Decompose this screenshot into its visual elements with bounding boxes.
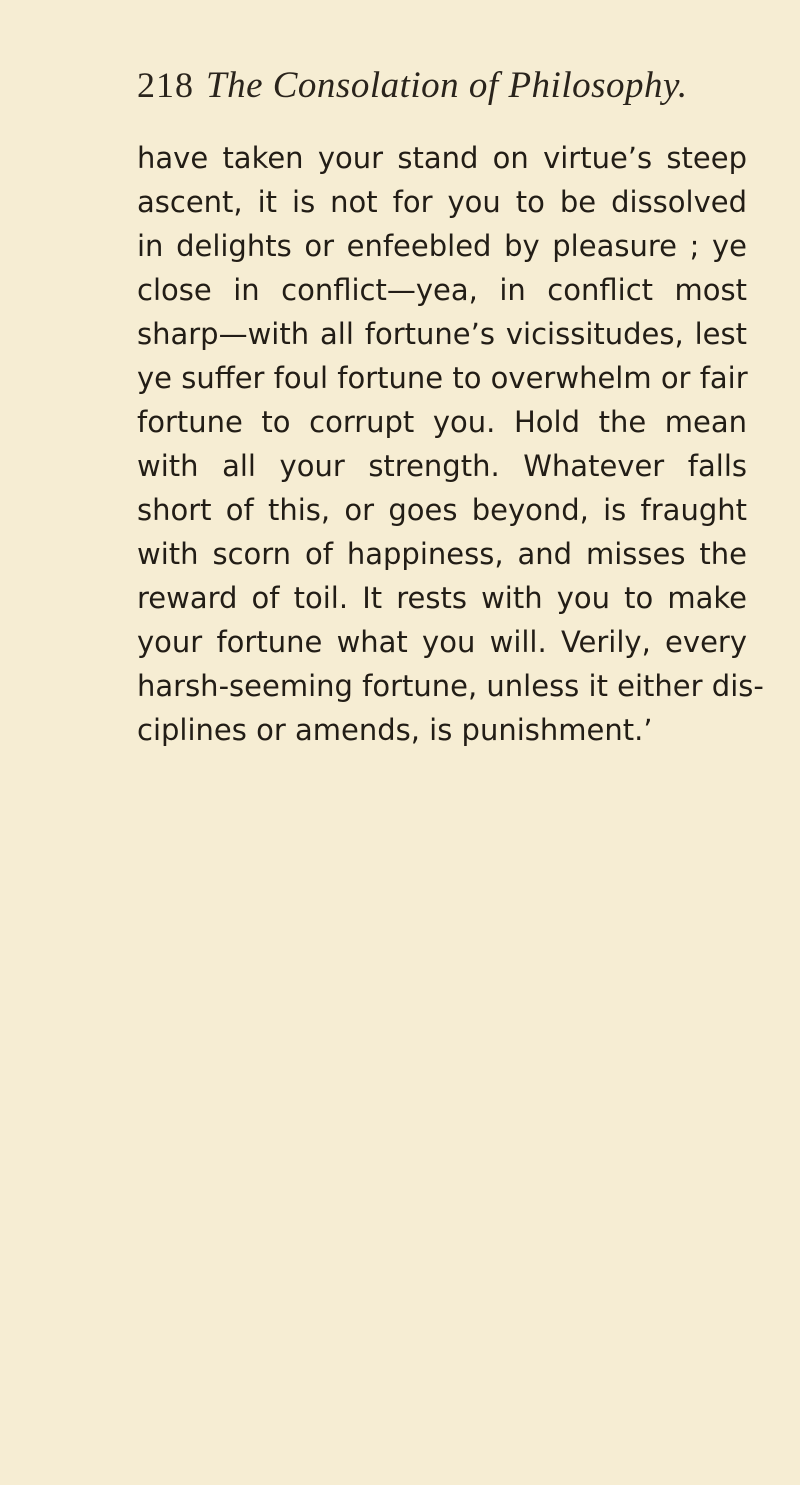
body-text bbox=[137, 136, 764, 752]
text-line: ye suffer foul fortune to overwhelm or fair bbox=[137, 361, 748, 395]
page-number: 218 bbox=[137, 65, 194, 105]
text-line: reward of toil. It rests with you to make bbox=[137, 581, 747, 615]
text-line-last: ciplines or amends, is punishment.’ bbox=[137, 713, 653, 747]
text-line: fortune to corrupt you. Hold the mean bbox=[137, 405, 747, 439]
text-line: sharp—with all fortune’s vicissitudes, lest bbox=[137, 317, 747, 351]
running-title: The Consolation of Philosophy. bbox=[206, 65, 688, 106]
text-line: with scorn of happiness, and misses the bbox=[137, 537, 747, 571]
text-line: ascent, it is not for you to be dissolved bbox=[137, 185, 747, 219]
text-line: close in conflict—yea, in conflict most bbox=[137, 273, 747, 307]
text-line: with all your strength. Whatever falls bbox=[137, 449, 747, 483]
text-line: have taken your stand on virtue’s steep bbox=[137, 141, 747, 175]
running-head bbox=[137, 64, 737, 114]
text-line: short of this, or goes beyond, is fraught bbox=[137, 493, 747, 527]
text-line: your fortune what you will. Verily, every bbox=[137, 625, 747, 659]
text-line: in delights or enfeebled by pleasure ; ye bbox=[137, 229, 747, 263]
text-line: harsh-seeming fortune, unless it either dis- bbox=[137, 669, 764, 703]
